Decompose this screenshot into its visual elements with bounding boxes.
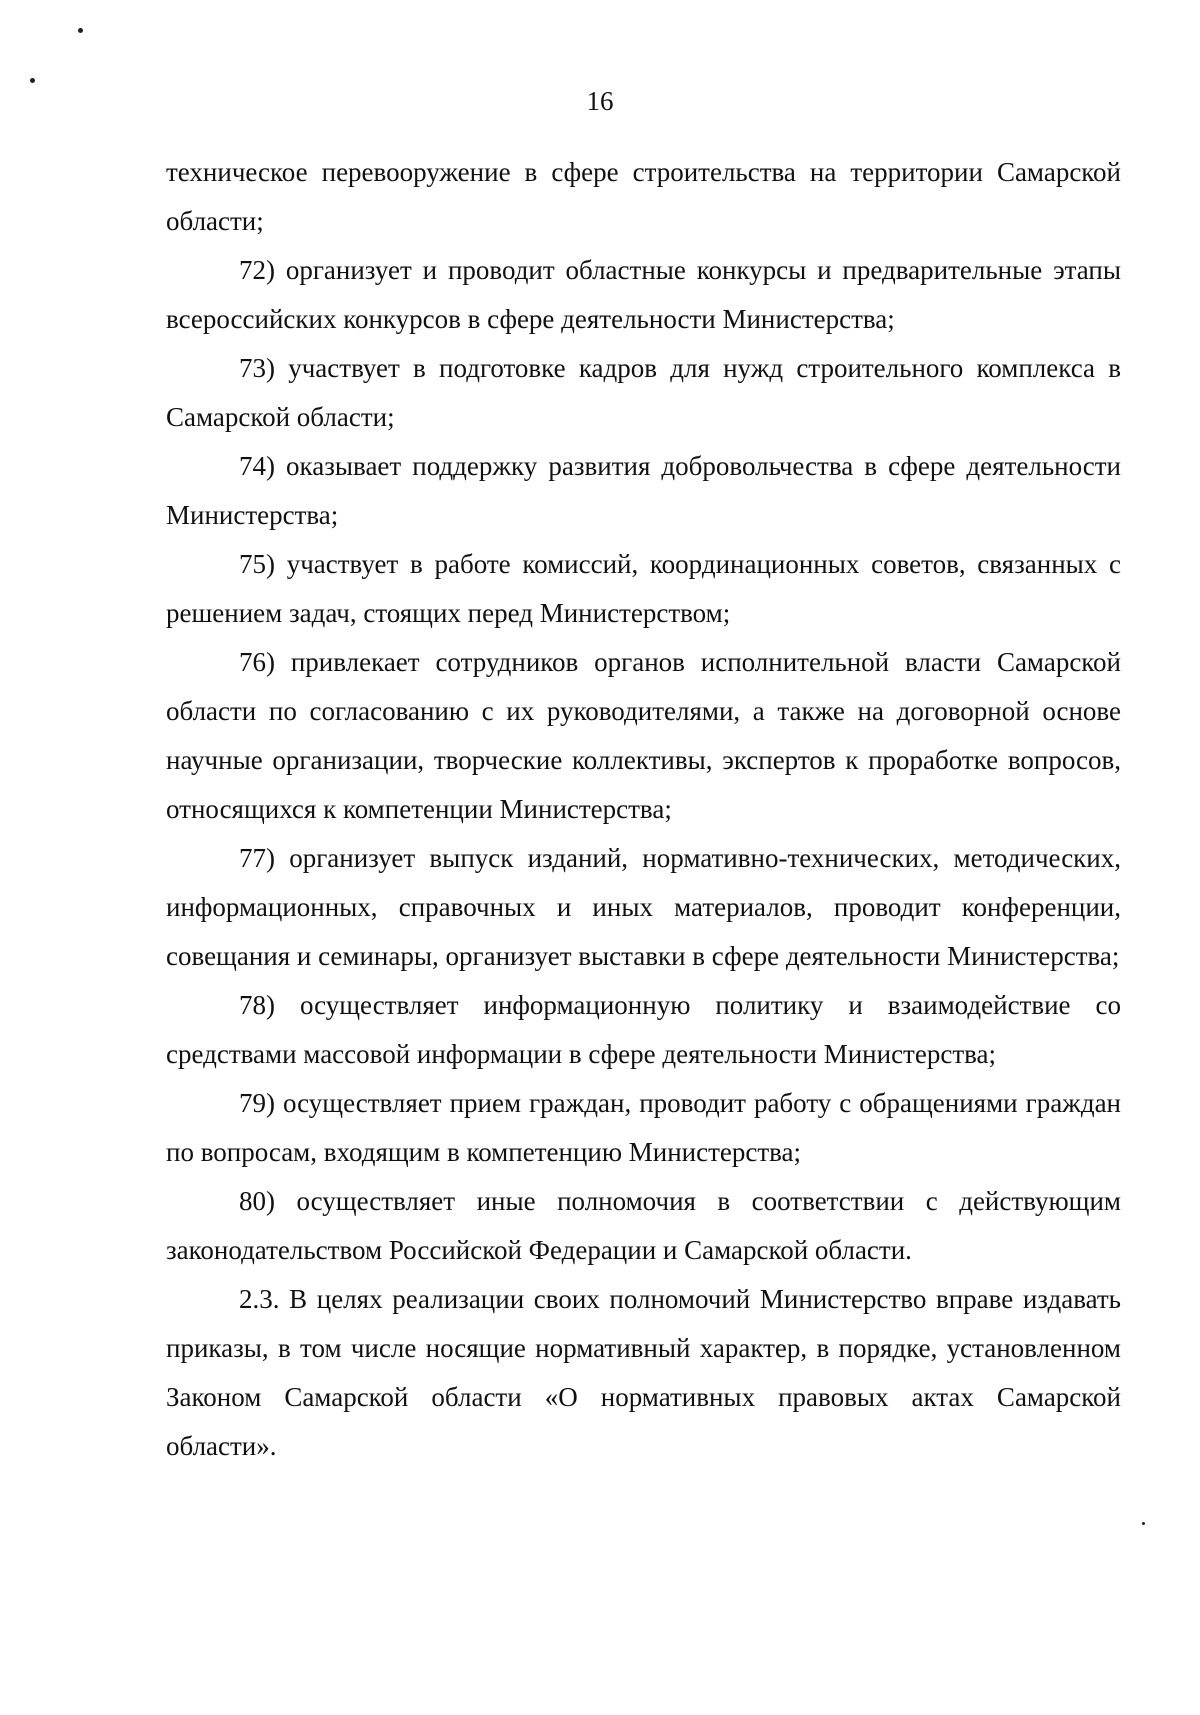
page-number: 16 [586, 86, 614, 116]
paragraph-section-2-3: 2.3. В целях реализации своих полномочий Министерство вправе издавать приказы, в том числе носящие нормативный характер, в порядке, установленном Законом Самарской области «О нормативных правовых актах Самарской области». [166, 1284, 1121, 1461]
document-body [166, 148, 1121, 1471]
paragraph-continuation: техническое перевооружение в сфере строительства на территории Самарской области; [166, 157, 1121, 236]
scan-speck [1142, 1522, 1145, 1525]
scan-speck [30, 78, 35, 83]
paragraph-item-75: 75) участвует в работе комиссий, координационных советов, связанных с решением задач, стоящих перед Министерством; [166, 549, 1121, 628]
paragraph-item-77: 77) организует выпуск изданий, нормативно-технических, методических, информационных, справочных и иных материалов, проводит конференции, совещания и семинары, организует выставки в сфере деятельности Министерства; [166, 843, 1121, 971]
paragraph-item-72: 72) организует и проводит областные конкурсы и предварительные этапы всероссийских конкурсов в сфере деятельности Министерства; [166, 255, 1121, 334]
paragraph-item-73: 73) участвует в подготовке кадров для нужд строительного комплекса в Самарской области; [166, 353, 1121, 432]
paragraph-item-76: 76) привлекает сотрудников органов исполнительной власти Самарской области по согласованию с их руководителями, а также на договорной основе научные организации, творческие коллективы, экспертов к проработке вопросов, относящихся к компетенции Министерства; [166, 647, 1121, 824]
paragraph-item-80: 80) осуществляет иные полномочия в соответствии с действующим законодательством Российской Федерации и Самарской области. [166, 1186, 1121, 1265]
scan-speck [78, 28, 83, 33]
paragraph-item-78: 78) осуществляет информационную политику и взаимодействие со средствами массовой информации в сфере деятельности Министерства; [166, 990, 1121, 1069]
paragraph-item-74: 74) оказывает поддержку развития добровольчества в сфере деятельности Министерства; [166, 451, 1121, 530]
paragraph-item-79: 79) осуществляет прием граждан, проводит работу с обращениями граждан по вопросам, входящим в компетенцию Министерства; [166, 1088, 1121, 1167]
